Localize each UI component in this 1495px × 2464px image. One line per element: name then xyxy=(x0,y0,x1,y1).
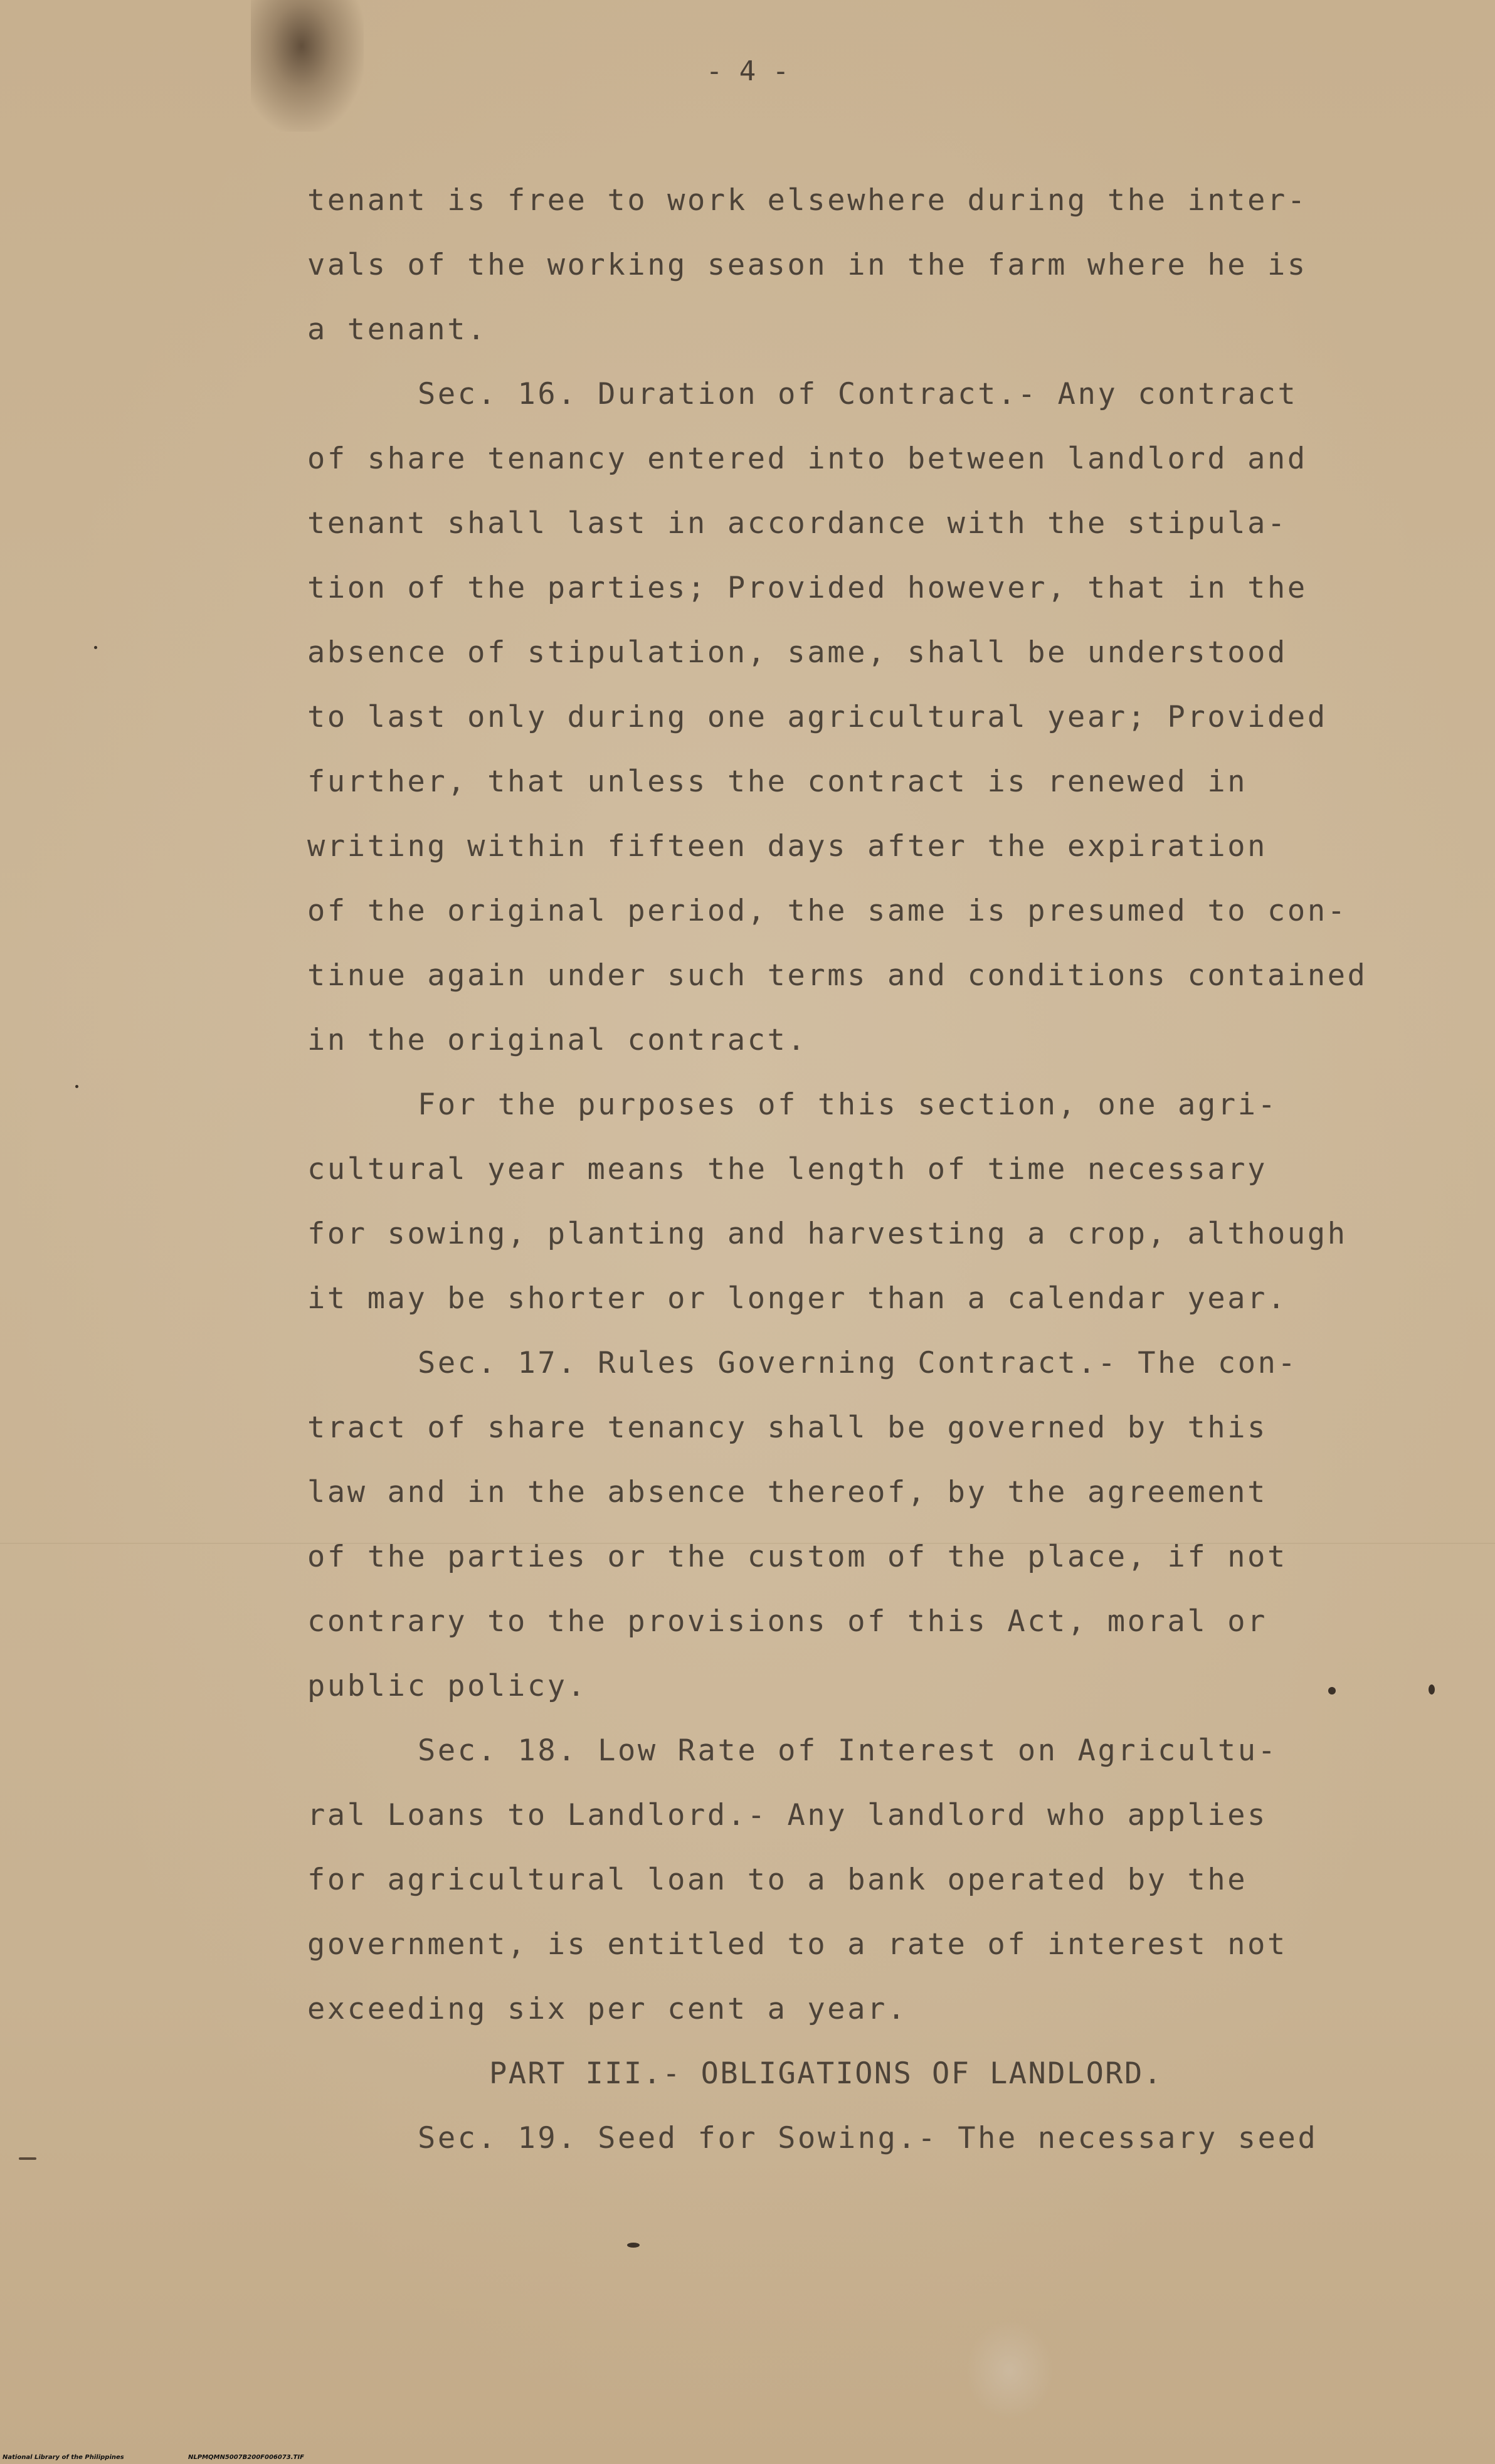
scan-speck xyxy=(1328,1687,1336,1695)
scan-speck xyxy=(94,646,97,649)
section-heading-line: Sec. 16. Duration of Contract.- Any contract xyxy=(418,377,1298,411)
part-heading: PART III.- OBLIGATIONS OF LANDLORD. xyxy=(489,2056,1163,2091)
text-line: tenant shall last in accordance with the stipula- xyxy=(307,506,1287,541)
text-line: of the original period, the same is presumed to con- xyxy=(307,894,1348,928)
scan-speck xyxy=(627,2243,640,2248)
text-line: tinue again under such terms and conditions contained xyxy=(307,958,1368,993)
text-line: cultural year means the length of time necessary xyxy=(307,1152,1268,1187)
file-identifier: NLPMQMN5007B200F006073.TIF xyxy=(188,2454,304,2461)
scan-speck xyxy=(1429,1684,1435,1695)
text-line: tract of share tenancy shall be governed by this xyxy=(307,1410,1268,1445)
text-line: tion of the parties; Provided however, that in the xyxy=(307,571,1307,605)
library-credit: National Library of the Philippines xyxy=(3,2454,124,2461)
text-line: ral Loans to Landlord.- Any landlord who applies xyxy=(307,1798,1268,1832)
text-line: to last only during one agricultural year; Provided xyxy=(307,700,1328,734)
page-number: - 4 - xyxy=(705,55,790,87)
scan-speck xyxy=(75,1085,78,1088)
section-heading-line: Sec. 17. Rules Governing Contract.- The con- xyxy=(418,1346,1298,1380)
text-line: tenant is free to work elsewhere during the inter- xyxy=(307,183,1307,218)
text-line: public policy. xyxy=(307,1669,588,1703)
scan-speck xyxy=(19,2157,36,2160)
section-heading-line: Sec. 18. Low Rate of Interest on Agricultu- xyxy=(418,1733,1278,1768)
text-line: writing within fifteen days after the expiration xyxy=(307,829,1268,864)
text-line: of the parties or the custom of the place, if not xyxy=(307,1540,1287,1574)
text-line: exceeding six per cent a year. xyxy=(307,1992,907,2026)
text-line: law and in the absence thereof, by the agreement xyxy=(307,1475,1268,1510)
text-line: government, is entitled to a rate of interest not xyxy=(307,1927,1287,1962)
text-line: a tenant. xyxy=(307,312,488,347)
text-line: in the original contract. xyxy=(307,1023,808,1057)
section-heading-line: Sec. 19. Seed for Sowing.- The necessary seed xyxy=(418,2121,1318,2155)
text-line: for sowing, planting and harvesting a crop, although xyxy=(307,1217,1348,1251)
text-line: of share tenancy entered into between landlord and xyxy=(307,442,1307,476)
text-line: contrary to the provisions of this Act, moral or xyxy=(307,1604,1268,1639)
text-line: vals of the working season in the farm where he is xyxy=(307,248,1307,282)
text-line: absence of stipulation, same, shall be understood xyxy=(307,635,1287,670)
text-line: for agricultural loan to a bank operated by the xyxy=(307,1863,1248,1897)
text-line: it may be shorter or longer than a calendar year. xyxy=(307,1281,1287,1316)
text-line: further, that unless the contract is renewed in xyxy=(307,764,1248,799)
paper-smudge xyxy=(966,2320,1054,2421)
text-line: For the purposes of this section, one agri- xyxy=(418,1087,1278,1122)
